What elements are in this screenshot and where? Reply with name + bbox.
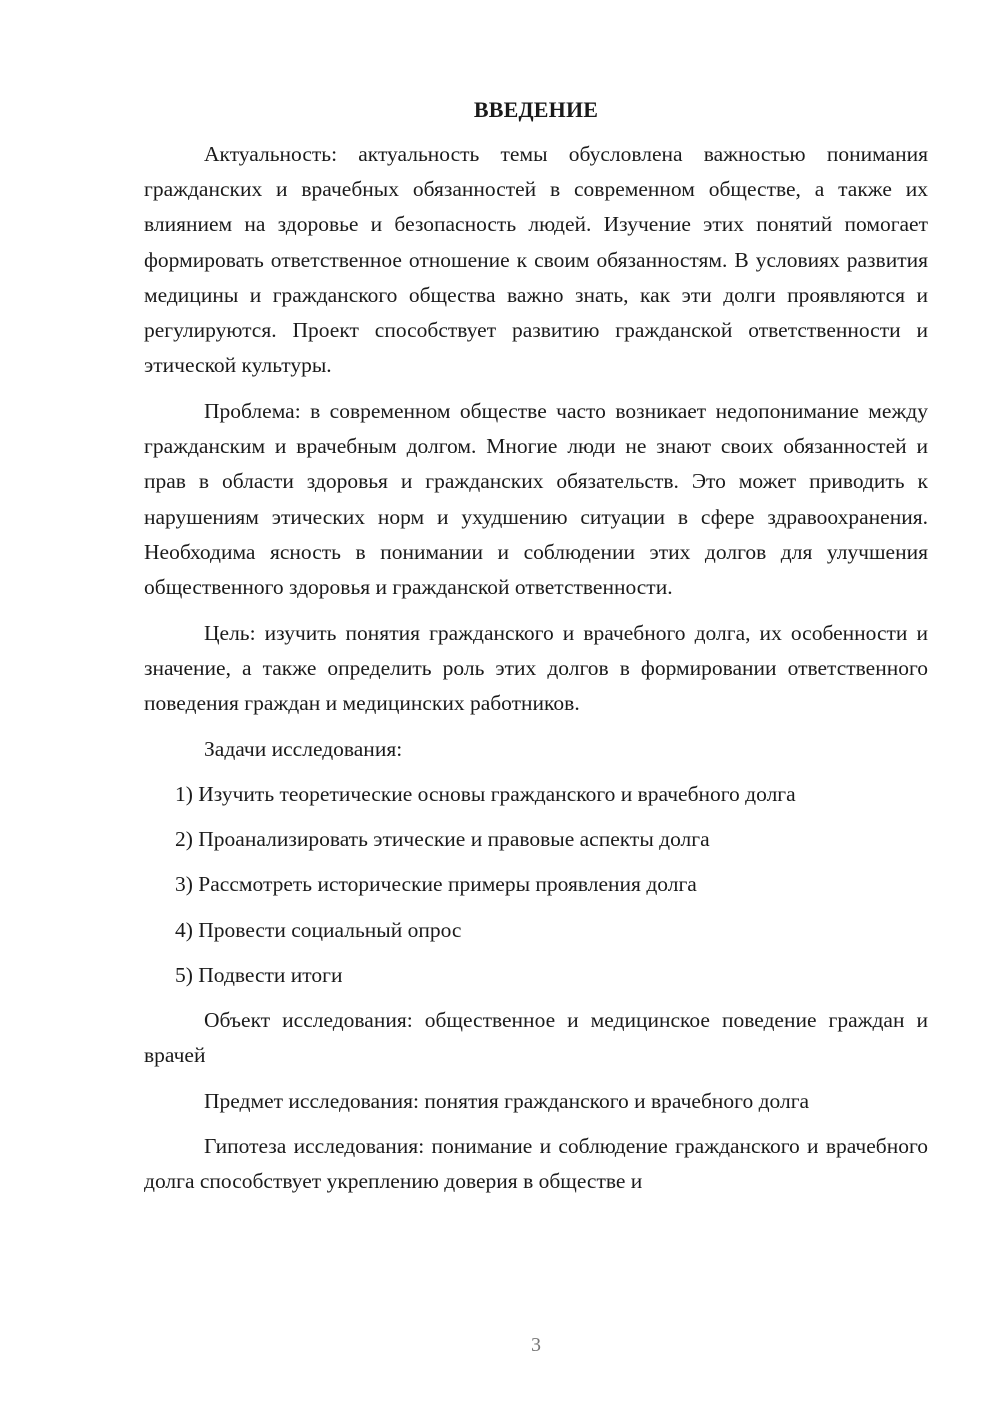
relevance-paragraph: Актуальность: актуальность темы обусловлена важностью понимания гражданских и врачебных обязанностей в современном обществе, а также их влиянием на здоровье и безопасность людей. Изучение этих понятий помогает формировать ответственное отношение к своим обязанностям. В условиях развития медицины и гражданского общества важно знать, как эти долги проявляются и регулируются. Проект способствует развитию гражданской ответственности и этической культуры.	[144, 142, 928, 378]
task-item: 2) Проанализировать этические и правовые аспекты долга	[175, 827, 710, 852]
task-item: 3) Рассмотреть исторические примеры проявления долга	[175, 872, 697, 897]
page-number: 3	[531, 1334, 541, 1356]
subject-paragraph: Предмет исследования: понятия гражданского и врачебного долга	[204, 1088, 810, 1113]
task-item: 4) Провести социальный опрос	[175, 917, 462, 942]
section-heading: ВВЕДЕНИЕ	[473, 97, 599, 122]
object-paragraph: Объект исследования: общественное и медицинское поведение граждан и врачей	[144, 1007, 928, 1068]
goal-paragraph: Цель: изучить понятия гражданского и врачебного долга, их особенности и значение, а также определить роль этих долгов в формировании ответственного поведения граждан и медицинских работников.	[144, 620, 928, 716]
problem-paragraph: Проблема: в современном обществе часто возникает недопонимание между гражданским и врачебным долгом. Многие люди не знают своих обязанностей и прав в области здоровья и гражданских обязательств. Это может приводить к нарушениям этических норм и ухудшению ситуации в сфере здравоохранения. Необходима ясность в понимании и соблюдении этих долгов для улучшения общественного здоровья и гражданской ответственности.	[144, 398, 928, 599]
hypothesis-paragraph: Гипотеза исследования: понимание и соблюдение гражданского и врачебного долга способствует укреплению доверия в обществе и	[144, 1134, 928, 1194]
tasks-title: Задачи исследования:	[204, 736, 403, 761]
task-item: 5) Подвести итоги	[175, 962, 343, 987]
task-item: 1) Изучить теоретические основы гражданского и врачебного долга	[175, 781, 796, 806]
document-page	[144, 92, 928, 1210]
